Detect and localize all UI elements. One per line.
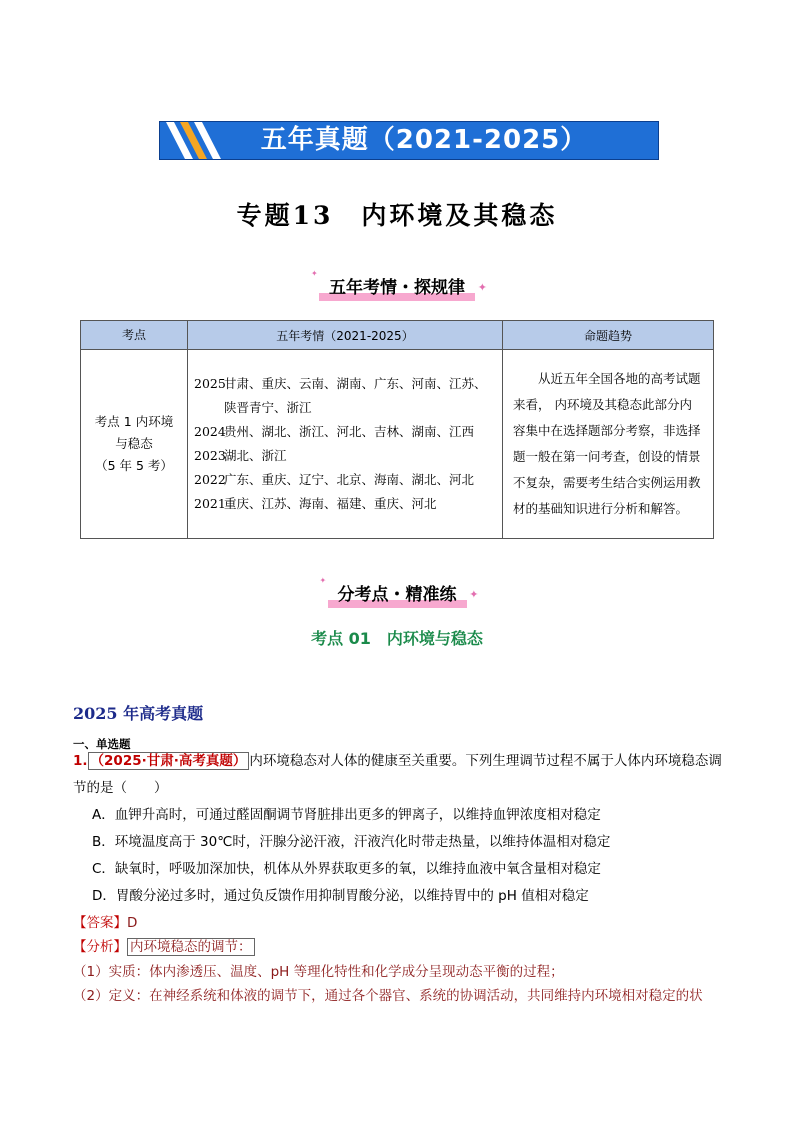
question-type: 一、单选题 — [73, 737, 131, 751]
sparkle-icon: ✦ — [469, 588, 479, 601]
table-header: 命题趋势 — [503, 321, 714, 350]
year-row: 2022 广东、重庆、辽宁、北京、海南、湖北、河北 — [194, 472, 475, 487]
table-header: 考点 — [81, 321, 188, 350]
answer-value: D — [127, 915, 138, 931]
analysis-title: 内环境稳态的调节： — [127, 938, 255, 956]
section-title-text: 分考点・精准练 — [337, 585, 457, 605]
section-title-trends — [0, 269, 794, 298]
question-source: （2025·甘肃·高考真题） — [88, 752, 250, 770]
table-header: 五年考情（2021-2025） — [188, 321, 503, 350]
answer-line — [73, 913, 137, 933]
kaodian-title: 考点 01 内环境与稳态 — [311, 629, 483, 648]
year-row: 2024 贵州、湖北、浙江、河北、吉林、湖南、江西 — [194, 424, 475, 439]
question-stem-line: 节的是（ ） — [73, 780, 168, 796]
sparkle-icon: ✦ — [319, 576, 327, 585]
sparkle-icon: ✦ — [311, 269, 318, 278]
topic-title: 专题13 内环境及其稳态 — [236, 201, 558, 230]
year-row: 2025 甘肃、重庆、云南、湖南、广东、河南、江苏、陕晋青宁、浙江 — [194, 376, 487, 415]
question-stem — [73, 751, 722, 771]
topic-line: （5 年 5 考） — [95, 458, 173, 473]
analysis-text: （1）实质：体内渗透压、温度、pH 等理化特性和化学成分呈现动态平衡的过程； — [73, 964, 564, 980]
option-d: D．胃酸分泌过多时，通过负反馈作用抑制胃酸分泌，以维持胃中的 pH 值相对稳定 — [92, 888, 589, 904]
exam-stats-table — [80, 320, 714, 539]
option-c: C．缺氧时，呼吸加深加快，机体从外界获取更多的氧，以维持血液中氧含量相对稳定 — [92, 861, 601, 877]
section-title-practice — [0, 576, 794, 605]
years-cell — [188, 350, 503, 539]
analysis-text: （2）定义：在神经系统和体液的调节下，通过各个器官、系统的协调活动，共同维持内环境相对稳定的状 — [73, 988, 703, 1004]
year-row: 2021 重庆、江苏、海南、福建、重庆、河北 — [194, 496, 437, 511]
section-title-text: 五年考情・探规律 — [329, 278, 465, 298]
question-number: 1. — [73, 753, 88, 769]
question-stem-line: 内环境稳态对人体的健康至关重要。下列生理调节过程不属于人体内环境稳态调 — [249, 753, 722, 769]
topic-line: 考点 1 内环境 — [94, 414, 174, 429]
banner-title: 五年真题（2021-2025） — [260, 125, 588, 155]
topic-line: 与稳态 — [115, 436, 153, 451]
option-b: B．环境温度高于 30℃时，汗腺分泌汗液，汗液汽化时带走热量，以维持体温相对稳定 — [92, 834, 611, 850]
topic-cell — [81, 350, 188, 539]
analysis-line — [73, 937, 255, 957]
year-heading: 2025 年高考真题 — [73, 704, 204, 723]
option-a: A．血钾升高时，可通过醛固酮调节肾脏排出更多的钾离子，以维持血钾浓度相对稳定 — [92, 807, 601, 823]
trend-cell: 从近五年全国各地的高考试题来看， 内环境及其稳态此部分内容集中在选择题部分考察，非选择题一般在第一问考查，创设的情景不复杂，需要考生结合实例运用教材的基础知识进行分析和解答。 — [503, 350, 714, 539]
year-row: 2023 湖北、浙江 — [194, 448, 287, 463]
header-banner — [159, 121, 659, 160]
analysis-label: 【分析】 — [73, 939, 127, 955]
answer-label: 【答案】 — [73, 915, 127, 931]
sparkle-icon: ✦ — [477, 281, 487, 294]
